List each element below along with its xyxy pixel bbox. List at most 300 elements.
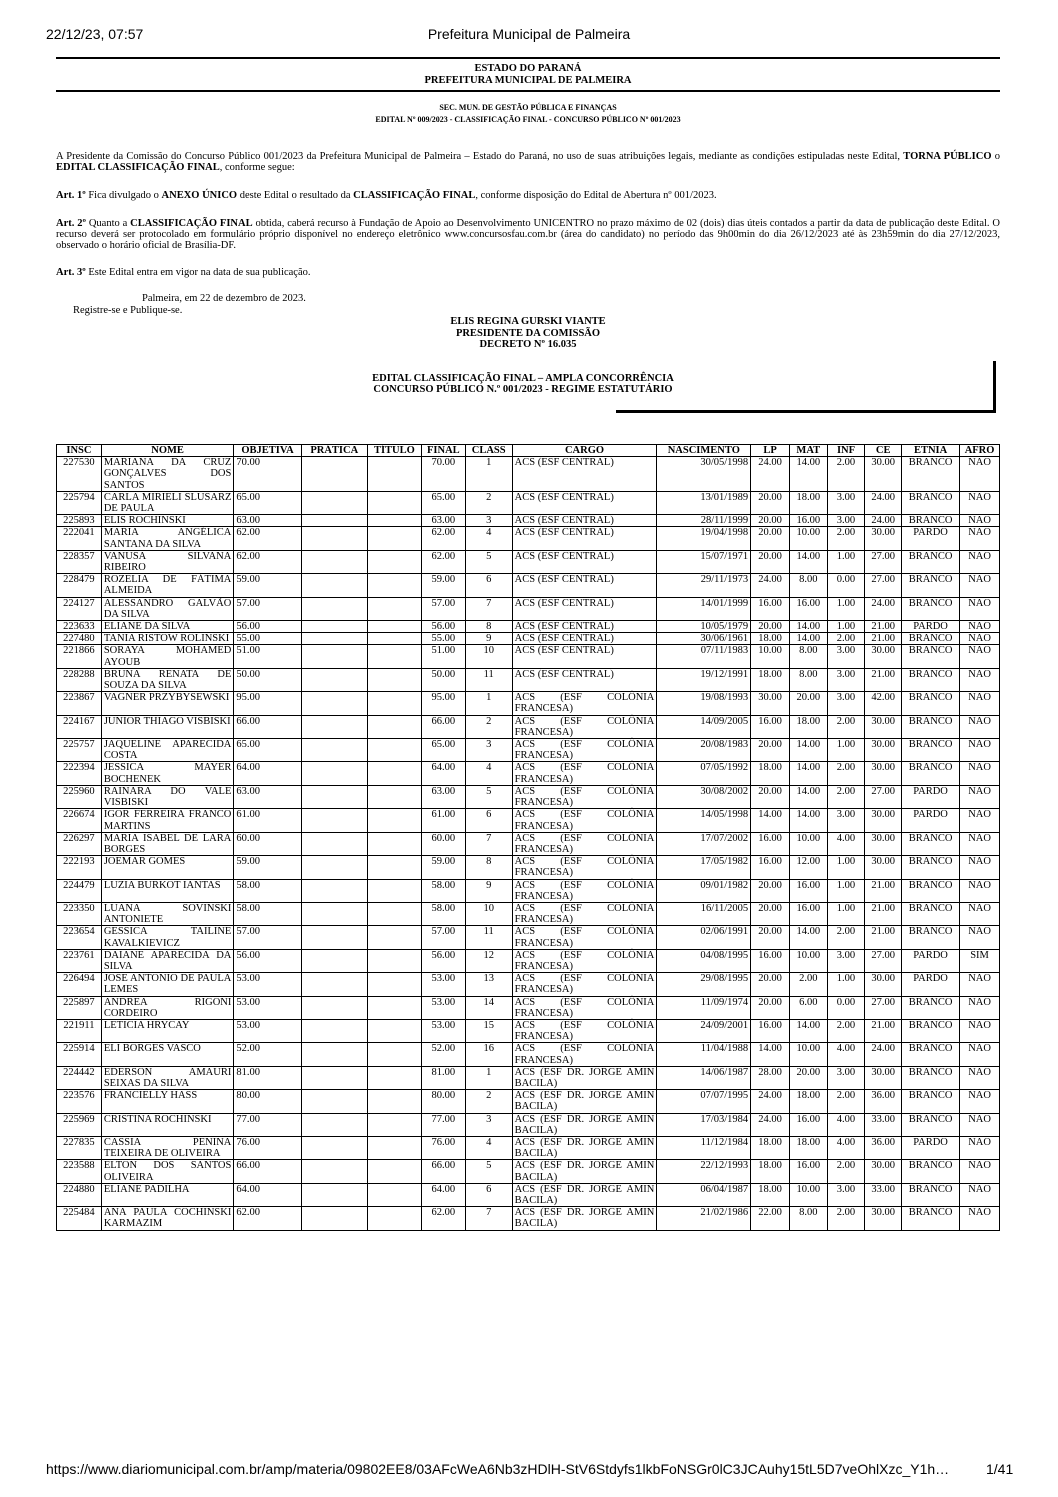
cell-pratica — [301, 621, 367, 633]
cell-ce: 21.00 — [865, 879, 902, 902]
cell-nome: JAQUELINE APARECIDA COSTA — [101, 739, 234, 762]
cell-cargo: ACS (ESF COLÔNIA FRANCESA) — [512, 739, 657, 762]
cell-objetiva: 58.00 — [234, 879, 301, 902]
cell-afro: NAO — [960, 926, 1000, 949]
cell-cargo: ACS (ESF COLÔNIA FRANCESA) — [512, 715, 657, 738]
table-row — [57, 949, 1000, 972]
cell-cargo: ACS (ESF COLÔNIA FRANCESA) — [512, 832, 657, 855]
table-row — [57, 1090, 1000, 1113]
cell-insc: 225794 — [57, 491, 102, 514]
cell-insc: 227530 — [57, 457, 102, 492]
cell-objetiva: 63.00 — [234, 515, 301, 527]
cell-inf: 3.00 — [827, 1183, 865, 1206]
cell-mat: 10.00 — [789, 1043, 827, 1066]
cell-ce: 36.00 — [865, 1090, 902, 1113]
cell-pratica — [301, 645, 367, 668]
cell-mat: 18.00 — [789, 491, 827, 514]
header-final: FINAL — [421, 445, 465, 457]
document-body — [56, 57, 1000, 413]
cell-afro: NAO — [960, 1043, 1000, 1066]
cell-nome: DAIANE APARECIDA DA SILVA — [101, 949, 234, 972]
cell-lp: 10.00 — [751, 645, 790, 668]
cell-insc: 225757 — [57, 739, 102, 762]
cell-afro: NAO — [960, 515, 1000, 527]
cell-mat: 10.00 — [789, 832, 827, 855]
cell-nascimento: 16/11/2005 — [657, 902, 751, 925]
cell-titulo — [367, 785, 421, 808]
cell-afro: NAO — [960, 832, 1000, 855]
cell-afro: NAO — [960, 715, 1000, 738]
cell-pratica — [301, 926, 367, 949]
cell-nascimento: 21/02/1986 — [657, 1207, 751, 1230]
cell-class: 4 — [465, 527, 512, 550]
cell-afro: NAO — [960, 1019, 1000, 1042]
cell-lp: 16.00 — [751, 832, 790, 855]
cell-insc: 224167 — [57, 715, 102, 738]
cell-final: 62.00 — [421, 527, 465, 550]
cell-cargo: ACS (ESF DR. JORGE AMIN BACILA) — [512, 1160, 657, 1183]
cell-mat: 14.00 — [789, 633, 827, 645]
cell-mat: 16.00 — [789, 1113, 827, 1136]
cell-nome: ELIANE DA SILVA — [101, 621, 234, 633]
cell-nascimento: 30/08/2002 — [657, 785, 751, 808]
cell-class: 7 — [465, 832, 512, 855]
cell-nascimento: 07/11/1983 — [657, 645, 751, 668]
cell-nome: ANA PAULA COCHINSKI KARMAZIM — [101, 1207, 234, 1230]
cell-cargo: ACS (ESF CENTRAL) — [512, 527, 657, 550]
cell-cargo: ACS (ESF COLÔNIA FRANCESA) — [512, 996, 657, 1019]
cell-titulo — [367, 949, 421, 972]
cell-class: 10 — [465, 902, 512, 925]
cell-afro: NAO — [960, 996, 1000, 1019]
cell-insc: 224880 — [57, 1183, 102, 1206]
cell-titulo — [367, 762, 421, 785]
cell-pratica — [301, 902, 367, 925]
box-shadow-right — [993, 361, 996, 413]
cell-inf: 3.00 — [827, 491, 865, 514]
cell-mat: 18.00 — [789, 1090, 827, 1113]
cell-objetiva: 70.00 — [234, 457, 301, 492]
cell-titulo — [367, 1043, 421, 1066]
cell-lp: 20.00 — [751, 996, 790, 1019]
cell-final: 59.00 — [421, 856, 465, 879]
cell-cargo: ACS (ESF COLÔNIA FRANCESA) — [512, 762, 657, 785]
cell-pratica — [301, 832, 367, 855]
cell-nome: GESSICA TAILINE KAVALKIEVICZ — [101, 926, 234, 949]
cell-nascimento: 22/12/1993 — [657, 1160, 751, 1183]
table-row — [57, 597, 1000, 620]
cell-inf: 3.00 — [827, 692, 865, 715]
cell-class: 4 — [465, 1136, 512, 1159]
cell-cargo: ACS (ESF DR. JORGE AMIN BACILA) — [512, 1113, 657, 1136]
cell-nascimento: 11/12/1984 — [657, 1136, 751, 1159]
cell-pratica — [301, 715, 367, 738]
cell-nascimento: 11/04/1988 — [657, 1043, 751, 1066]
cell-cargo: ACS (ESF COLÔNIA FRANCESA) — [512, 926, 657, 949]
cell-etnia: BRANCO — [902, 457, 960, 492]
cell-etnia: BRANCO — [902, 597, 960, 620]
cell-lp: 20.00 — [751, 902, 790, 925]
cell-insc: 227835 — [57, 1136, 102, 1159]
cell-class: 11 — [465, 668, 512, 691]
edital-reference: EDITAL Nº 009/2023 - CLASSIFICAÇÃO FINAL - CONCURSO PÚBLICO Nº 001/2023 — [375, 115, 681, 124]
cell-mat: 2.00 — [789, 973, 827, 996]
cell-lp: 20.00 — [751, 926, 790, 949]
cell-class: 5 — [465, 1160, 512, 1183]
cell-final: 95.00 — [421, 692, 465, 715]
cell-etnia: BRANCO — [902, 574, 960, 597]
cell-insc: 227480 — [57, 633, 102, 645]
signer-name: ELIS REGINA GURSKI VIANTE — [450, 316, 606, 327]
cell-cargo: ACS (ESF CENTRAL) — [512, 515, 657, 527]
cell-cargo: ACS (ESF COLÔNIA FRANCESA) — [512, 856, 657, 879]
cell-mat: 10.00 — [789, 1183, 827, 1206]
cell-pratica — [301, 633, 367, 645]
header-titulo: TÍTULO — [367, 445, 421, 457]
cell-lp: 14.00 — [751, 1043, 790, 1066]
cell-ce: 30.00 — [865, 973, 902, 996]
cell-pratica — [301, 785, 367, 808]
cell-titulo — [367, 973, 421, 996]
cell-objetiva: 62.00 — [234, 527, 301, 550]
cell-afro: NAO — [960, 645, 1000, 668]
cell-mat: 14.00 — [789, 926, 827, 949]
cell-titulo — [367, 491, 421, 514]
cell-nascimento: 29/08/1995 — [657, 973, 751, 996]
cell-insc: 221911 — [57, 1019, 102, 1042]
cell-titulo — [367, 1113, 421, 1136]
cell-etnia: BRANCO — [902, 668, 960, 691]
cell-insc: 223654 — [57, 926, 102, 949]
cell-cargo: ACS (ESF COLÔNIA FRANCESA) — [512, 1019, 657, 1042]
cell-nome: JOEMAR GOMES — [101, 856, 234, 879]
cell-afro: NAO — [960, 1136, 1000, 1159]
cell-objetiva: 64.00 — [234, 1183, 301, 1206]
article-3: Art. 3º Este Edital entra em vigor na data de sua publicação. — [56, 267, 311, 278]
cell-afro: NAO — [960, 1183, 1000, 1206]
cell-afro: NAO — [960, 809, 1000, 832]
cell-objetiva: 64.00 — [234, 762, 301, 785]
cell-lp: 18.00 — [751, 762, 790, 785]
cell-inf: 1.00 — [827, 550, 865, 573]
cell-titulo — [367, 1066, 421, 1089]
cell-insc: 225893 — [57, 515, 102, 527]
cell-titulo — [367, 739, 421, 762]
table-row — [57, 809, 1000, 832]
cell-nascimento: 15/07/1971 — [657, 550, 751, 573]
box-shadow-bottom — [616, 410, 996, 413]
cell-titulo — [367, 879, 421, 902]
cell-nome: MARIA ANGÉLICA SANTANA DA SILVA — [101, 527, 234, 550]
cell-pratica — [301, 597, 367, 620]
cell-nome: RAINARA DO VALE VISBISKI — [101, 785, 234, 808]
cell-final: 63.00 — [421, 785, 465, 808]
cell-objetiva: 58.00 — [234, 902, 301, 925]
cell-lp: 18.00 — [751, 1136, 790, 1159]
cell-ce: 24.00 — [865, 491, 902, 514]
cell-ce: 33.00 — [865, 1183, 902, 1206]
cell-cargo: ACS (ESF CENTRAL) — [512, 621, 657, 633]
cell-inf: 0.00 — [827, 574, 865, 597]
cell-pratica — [301, 1043, 367, 1066]
cell-nome: ROZELIA DE FÁTIMA ALMEIDA — [101, 574, 234, 597]
cell-final: 65.00 — [421, 739, 465, 762]
cell-insc: 222394 — [57, 762, 102, 785]
cell-class: 5 — [465, 785, 512, 808]
cell-nome: EDERSON AMAURI SEIXAS DA SILVA — [101, 1066, 234, 1089]
cell-pratica — [301, 515, 367, 527]
cell-titulo — [367, 1207, 421, 1230]
cell-lp: 16.00 — [751, 949, 790, 972]
cell-class: 3 — [465, 739, 512, 762]
cell-mat: 16.00 — [789, 597, 827, 620]
cell-objetiva: 60.00 — [234, 832, 301, 855]
cell-titulo — [367, 1183, 421, 1206]
cell-nascimento: 14/09/2005 — [657, 715, 751, 738]
cell-cargo: ACS (ESF CENTRAL) — [512, 574, 657, 597]
header-nascimento: NASCIMENTO — [657, 445, 751, 457]
cell-inf: 3.00 — [827, 809, 865, 832]
cell-etnia: PARDO — [902, 949, 960, 972]
cell-pratica — [301, 574, 367, 597]
cell-objetiva: 59.00 — [234, 856, 301, 879]
cell-objetiva: 66.00 — [234, 1160, 301, 1183]
cell-pratica — [301, 762, 367, 785]
cell-ce: 27.00 — [865, 550, 902, 573]
cell-final: 62.00 — [421, 1207, 465, 1230]
cell-final: 81.00 — [421, 1066, 465, 1089]
cell-insc: 223588 — [57, 1160, 102, 1183]
cell-pratica — [301, 996, 367, 1019]
cell-afro: NAO — [960, 527, 1000, 550]
cell-nome: SORAYA MOHAMED AYOUB — [101, 645, 234, 668]
annex-title-line2: CONCURSO PÚBLICO N.º 001/2023 - REGIME ESTATUTÁRIO — [373, 384, 673, 395]
cell-final: 57.00 — [421, 926, 465, 949]
cell-ce: 30.00 — [865, 527, 902, 550]
cell-mat: 14.00 — [789, 809, 827, 832]
cell-insc: 228479 — [57, 574, 102, 597]
cell-lp: 16.00 — [751, 856, 790, 879]
cell-nascimento: 30/06/1961 — [657, 633, 751, 645]
signer-decree: DECRETO Nº 16.035 — [479, 339, 577, 350]
table-row — [57, 574, 1000, 597]
cell-etnia: BRANCO — [902, 1160, 960, 1183]
cell-etnia: BRANCO — [902, 491, 960, 514]
cell-titulo — [367, 645, 421, 668]
table-row — [57, 645, 1000, 668]
cell-pratica — [301, 1019, 367, 1042]
cell-afro: NAO — [960, 973, 1000, 996]
cell-pratica — [301, 1066, 367, 1089]
cell-nascimento: 17/07/2002 — [657, 832, 751, 855]
cell-etnia: BRANCO — [902, 715, 960, 738]
cell-afro: NAO — [960, 1113, 1000, 1136]
cell-lp: 28.00 — [751, 1066, 790, 1089]
cell-etnia: BRANCO — [902, 879, 960, 902]
cell-final: 53.00 — [421, 1019, 465, 1042]
cell-class: 8 — [465, 856, 512, 879]
cell-lp: 30.00 — [751, 692, 790, 715]
cell-afro: NAO — [960, 785, 1000, 808]
cell-inf: 1.00 — [827, 856, 865, 879]
place-date: Palmeira, em 22 de dezembro de 2023. — [142, 293, 306, 304]
cell-mat: 14.00 — [789, 621, 827, 633]
cell-final: 80.00 — [421, 1090, 465, 1113]
cell-titulo — [367, 856, 421, 879]
cell-final: 65.00 — [421, 491, 465, 514]
cell-cargo: ACS (ESF COLÔNIA FRANCESA) — [512, 1043, 657, 1066]
table-row — [57, 668, 1000, 691]
cell-ce: 24.00 — [865, 597, 902, 620]
cell-mat: 20.00 — [789, 692, 827, 715]
cell-afro: SIM — [960, 949, 1000, 972]
page-counter: 1/41 — [986, 1461, 1014, 1477]
cell-insc: 225897 — [57, 996, 102, 1019]
source-url[interactable]: https://www.diariomunicipal.com.br/amp/materia/09802EE8/03AFcWeA6Nb3zHDlH-StV6Stdyfs1lkbFoNSGr0lC3JCAuhy15tL5D7veOhlXzc_Y1h… — [46, 1461, 950, 1477]
cell-objetiva: 81.00 — [234, 1066, 301, 1089]
cell-lp: 24.00 — [751, 1113, 790, 1136]
cell-nome: BRUNA RENATA DE SOUZA DA SILVA — [101, 668, 234, 691]
cell-pratica — [301, 1136, 367, 1159]
cell-lp: 20.00 — [751, 879, 790, 902]
secretariat-heading: SEC. MUN. DE GESTÃO PÚBLICA E FINANÇAS — [439, 103, 617, 112]
cell-ce: 33.00 — [865, 1113, 902, 1136]
cell-mat: 6.00 — [789, 996, 827, 1019]
cell-lp: 16.00 — [751, 597, 790, 620]
cell-cargo: ACS (ESF COLÔNIA FRANCESA) — [512, 973, 657, 996]
cell-ce: 21.00 — [865, 902, 902, 925]
cell-class: 2 — [465, 491, 512, 514]
cell-pratica — [301, 491, 367, 514]
cell-mat: 14.00 — [789, 1019, 827, 1042]
cell-titulo — [367, 515, 421, 527]
state-heading: ESTADO DO PARANÁ — [474, 63, 582, 74]
cell-titulo — [367, 621, 421, 633]
cell-final: 77.00 — [421, 1113, 465, 1136]
cell-insc: 224442 — [57, 1066, 102, 1089]
cell-insc: 226297 — [57, 832, 102, 855]
cell-class: 10 — [465, 645, 512, 668]
cell-mat: 12.00 — [789, 856, 827, 879]
cell-nascimento: 19/12/1991 — [657, 668, 751, 691]
cell-lp: 14.00 — [751, 809, 790, 832]
cell-etnia: BRANCO — [902, 739, 960, 762]
cell-nome: ALESSANDRO GALVÃO DA SILVA — [101, 597, 234, 620]
cell-lp: 16.00 — [751, 1019, 790, 1042]
cell-lp: 20.00 — [751, 515, 790, 527]
cell-objetiva: 59.00 — [234, 574, 301, 597]
cell-insc: 223761 — [57, 949, 102, 972]
cell-inf: 1.00 — [827, 973, 865, 996]
cell-inf: 1.00 — [827, 879, 865, 902]
cell-ce: 30.00 — [865, 645, 902, 668]
cell-etnia: BRANCO — [902, 692, 960, 715]
header-mat: MAT — [789, 445, 827, 457]
cell-class: 3 — [465, 515, 512, 527]
cell-nascimento: 14/06/1987 — [657, 1066, 751, 1089]
cell-class: 13 — [465, 973, 512, 996]
cell-insc: 222193 — [57, 856, 102, 879]
cell-ce: 30.00 — [865, 809, 902, 832]
table-row — [57, 973, 1000, 996]
table-row — [57, 633, 1000, 645]
cell-etnia: PARDO — [902, 785, 960, 808]
cell-etnia: BRANCO — [902, 550, 960, 573]
cell-lp: 18.00 — [751, 633, 790, 645]
cell-insc: 224127 — [57, 597, 102, 620]
cell-ce: 30.00 — [865, 762, 902, 785]
cell-nome: ELI BORGES VASCO — [101, 1043, 234, 1066]
cell-cargo: ACS (ESF DR. JORGE AMIN BACILA) — [512, 1183, 657, 1206]
cell-final: 62.00 — [421, 550, 465, 573]
cell-titulo — [367, 996, 421, 1019]
cell-titulo — [367, 692, 421, 715]
cell-lp: 20.00 — [751, 973, 790, 996]
cell-ce: 30.00 — [865, 832, 902, 855]
cell-mat: 16.00 — [789, 1160, 827, 1183]
cell-nascimento: 28/11/1999 — [657, 515, 751, 527]
cell-ce: 30.00 — [865, 739, 902, 762]
cell-nome: LUANA SOVINSKI ANTONIETE — [101, 902, 234, 925]
cell-ce: 27.00 — [865, 574, 902, 597]
cell-insc: 223867 — [57, 692, 102, 715]
cell-nome: CASSIA PENINA TEIXEIRA DE OLIVEIRA — [101, 1136, 234, 1159]
table-row — [57, 715, 1000, 738]
cell-objetiva: 57.00 — [234, 926, 301, 949]
cell-ce: 30.00 — [865, 1066, 902, 1089]
table-row — [57, 1136, 1000, 1159]
cell-nascimento: 11/09/1974 — [657, 996, 751, 1019]
cell-objetiva: 50.00 — [234, 668, 301, 691]
cell-final: 63.00 — [421, 515, 465, 527]
cell-inf: 2.00 — [827, 1090, 865, 1113]
header-objetiva: OBJETIVA — [234, 445, 301, 457]
cell-inf: 0.00 — [827, 996, 865, 1019]
cell-pratica — [301, 527, 367, 550]
cell-objetiva: 62.00 — [234, 1207, 301, 1230]
cell-nascimento: 14/05/1998 — [657, 809, 751, 832]
table-row — [57, 996, 1000, 1019]
cell-nascimento: 10/05/1979 — [657, 621, 751, 633]
cell-etnia: BRANCO — [902, 515, 960, 527]
table-row — [57, 1183, 1000, 1206]
cell-objetiva: 65.00 — [234, 739, 301, 762]
table-row — [57, 902, 1000, 925]
cell-nascimento: 17/05/1982 — [657, 856, 751, 879]
cell-final: 61.00 — [421, 809, 465, 832]
cell-cargo: ACS (ESF CENTRAL) — [512, 645, 657, 668]
cell-mat: 8.00 — [789, 645, 827, 668]
cell-afro: NAO — [960, 491, 1000, 514]
cell-ce: 27.00 — [865, 996, 902, 1019]
cell-mat: 8.00 — [789, 574, 827, 597]
cell-insc: 228357 — [57, 550, 102, 573]
cell-titulo — [367, 457, 421, 492]
cell-nascimento: 19/04/1998 — [657, 527, 751, 550]
cell-nascimento: 20/08/1983 — [657, 739, 751, 762]
table-row — [57, 1043, 1000, 1066]
cell-titulo — [367, 1160, 421, 1183]
cell-pratica — [301, 668, 367, 691]
cell-nascimento: 30/05/1998 — [657, 457, 751, 492]
cell-objetiva: 53.00 — [234, 973, 301, 996]
header-nome: NOME — [101, 445, 234, 457]
cell-nascimento: 07/05/1992 — [657, 762, 751, 785]
cell-cargo: ACS (ESF COLÔNIA FRANCESA) — [512, 785, 657, 808]
cell-class: 7 — [465, 1207, 512, 1230]
cell-mat: 14.00 — [789, 739, 827, 762]
cell-final: 58.00 — [421, 879, 465, 902]
